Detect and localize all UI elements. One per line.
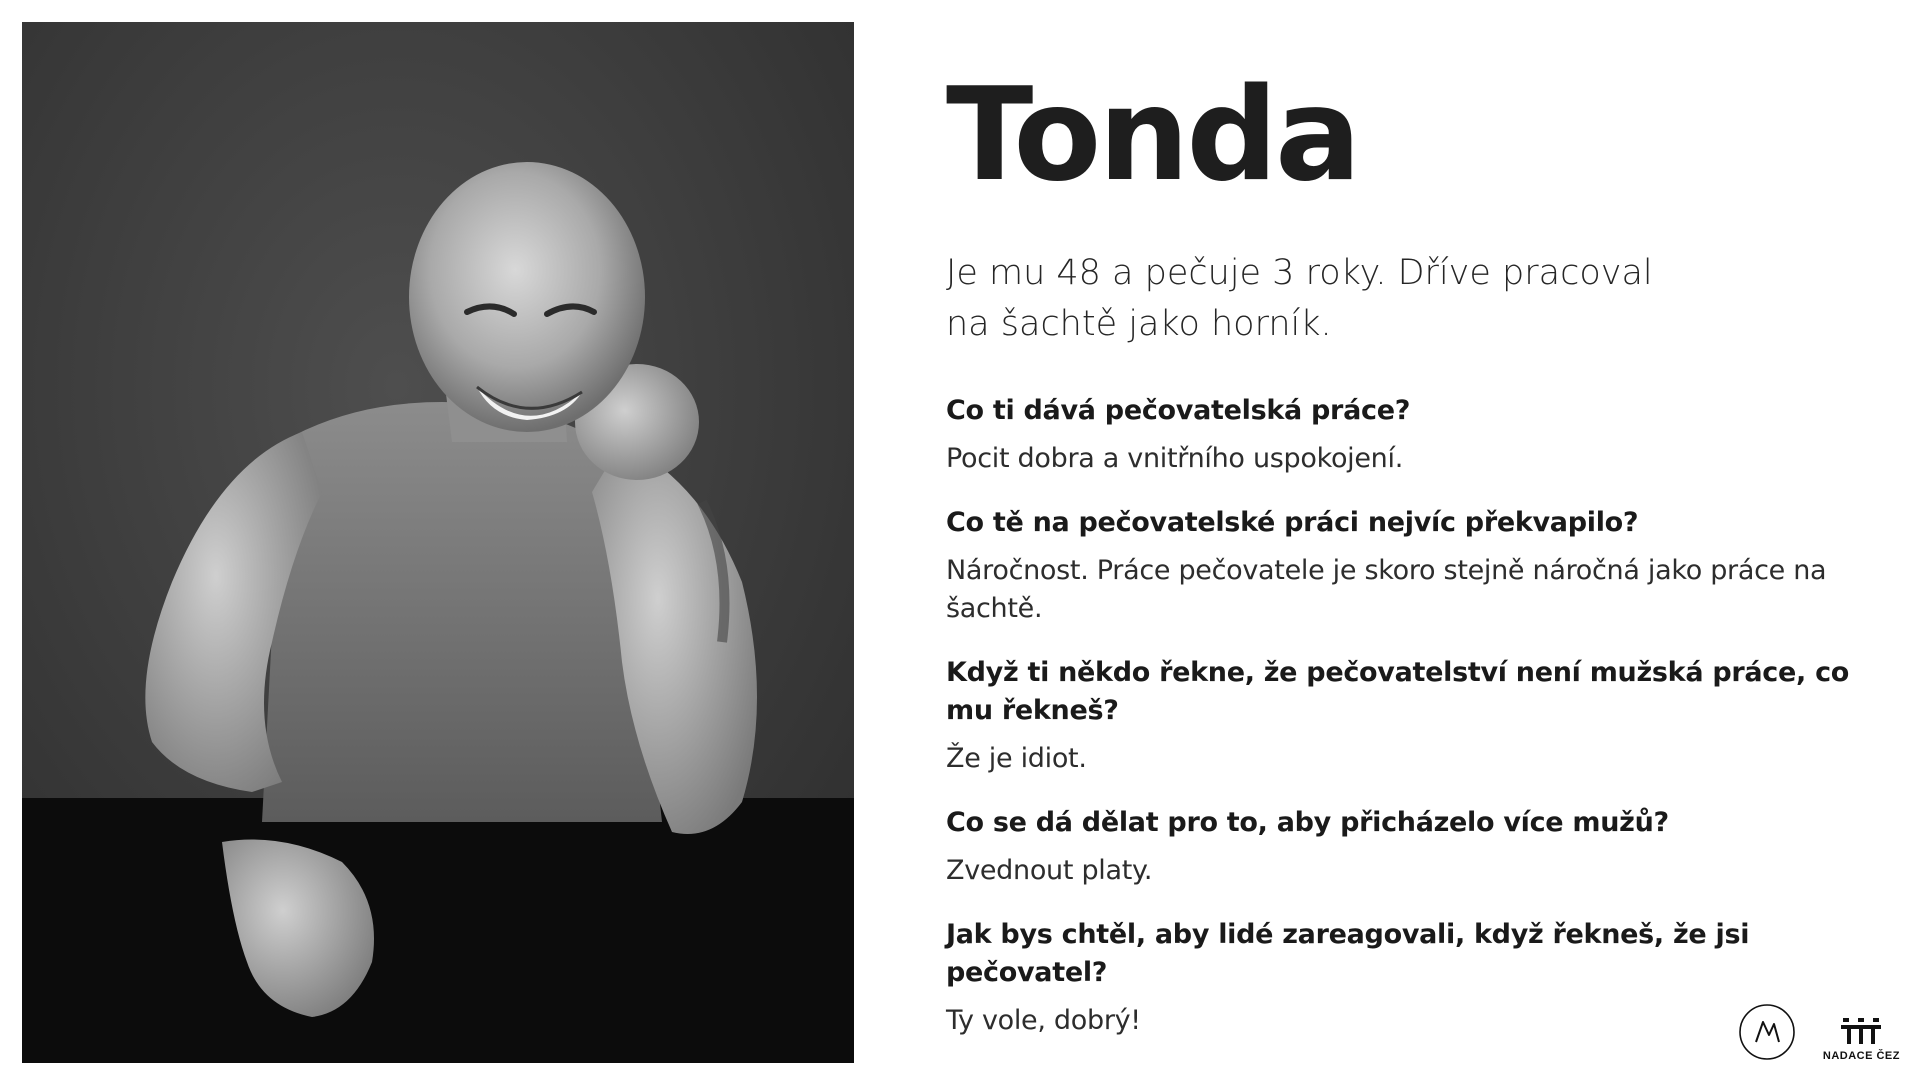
- qa-item: [946, 654, 1896, 778]
- qa-question: Co tě na pečovatelské práci nejvíc překvapilo?: [946, 507, 1639, 538]
- qa-question: Co se dá dělat pro to, aby přicházelo více mužů?: [946, 807, 1669, 838]
- qa-list: [946, 392, 1896, 1040]
- partner-logos: [1737, 1002, 1900, 1062]
- qa-item: [946, 504, 1896, 628]
- cez-logo: [1823, 1016, 1900, 1062]
- person-intro: Je mu 48 a pečuje 3 roky. Dříve pracoval na šachtě jako horník.: [946, 253, 1653, 344]
- qa-question: Když ti někdo řekne, že pečovatelství není mužská práce, co mu řekneš?: [946, 657, 1850, 726]
- qa-question: Jak bys chtěl, aby lidé zareagovali, když řekneš, že jsi pečovatel?: [946, 919, 1750, 988]
- qa-answer: Že je idiot.: [946, 743, 1087, 774]
- cez-logo-icon: [1839, 1016, 1883, 1046]
- cez-logo-text: NADACE ČEZ: [1822, 1050, 1900, 1062]
- portrait-photo: [22, 22, 854, 1063]
- profile-content: [946, 58, 1896, 1066]
- qa-answer: Náročnost. Práce pečovatele je skoro stejně náročná jako práce na šachtě.: [946, 555, 1827, 624]
- qa-answer: Zvednout platy.: [946, 855, 1153, 886]
- qa-item: [946, 804, 1896, 890]
- qa-item: [946, 392, 1896, 478]
- portrait-image: [22, 22, 854, 1063]
- qa-question: Co ti dává pečovatelská práce?: [946, 395, 1411, 426]
- qa-answer: Pocit dobra a vnitřního uspokojení.: [946, 443, 1403, 474]
- person-name: Tonda: [946, 61, 1359, 210]
- qa-answer: Ty vole, dobrý!: [946, 1005, 1141, 1036]
- m-circle-logo-icon: [1737, 1002, 1797, 1062]
